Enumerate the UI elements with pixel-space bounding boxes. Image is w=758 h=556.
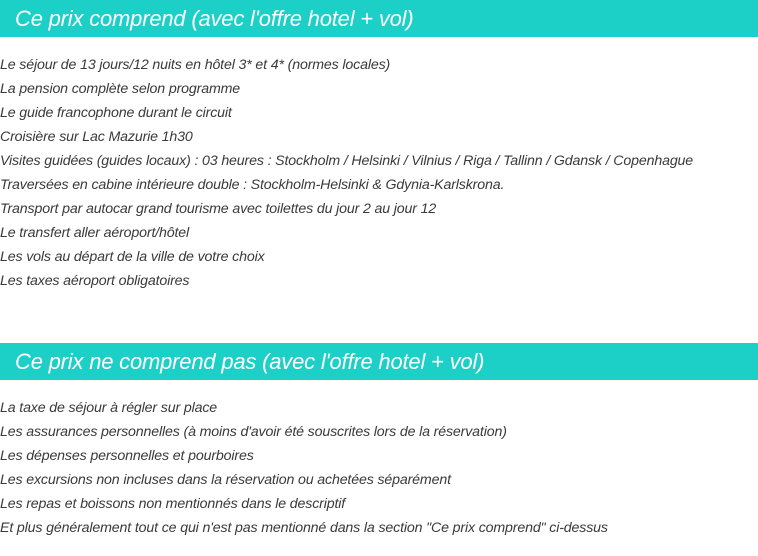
includes-list xyxy=(0,53,693,293)
includes-item: Le guide francophone durant le circuit xyxy=(0,105,232,121)
excludes-item: La taxe de séjour à régler sur place xyxy=(0,400,218,416)
includes-item: Les taxes aéroport obligatoires xyxy=(0,273,190,289)
excludes-item: Les excursions non incluses dans la réservation ou achetées séparément xyxy=(0,472,451,488)
includes-item: Transport par autocar grand tourisme avec toilettes du jour 2 au jour 12 xyxy=(0,201,437,217)
excludes-section-title: Ce prix ne comprend pas (avec l'offre hotel + vol) xyxy=(0,343,758,380)
includes-item: Visites guidées (guides locaux) : 03 heures : Stockholm / Helsinki / Vilnius / Riga / Tallinn / Gdansk / Copenhague xyxy=(0,153,694,169)
excludes-item: Les repas et boissons non mentionnés dans le descriptif xyxy=(0,496,346,512)
includes-item: Traversées en cabine intérieure double : Stockholm-Helsinki & Gdynia-Karlskrona. xyxy=(0,177,505,193)
excludes-item: Et plus généralement tout ce qui n'est pas mentionné dans la section "Ce prix comprend" ci-dessus xyxy=(0,520,608,536)
includes-section-title: Ce prix comprend (avec l'offre hotel + vol) xyxy=(0,0,758,37)
includes-item: Croisière sur Lac Mazurie 1h30 xyxy=(0,129,193,145)
includes-item: Le transfert aller aéroport/hôtel xyxy=(0,225,190,241)
excludes-item: Les assurances personnelles (à moins d'avoir été souscrites lors de la réservation) xyxy=(0,424,507,440)
includes-item: Le séjour de 13 jours/12 nuits en hôtel 3* et 4* (normes locales) xyxy=(0,57,391,73)
includes-item: Les vols au départ de la ville de votre choix xyxy=(0,249,265,265)
excludes-list xyxy=(0,396,608,540)
includes-item: La pension complète selon programme xyxy=(0,81,241,97)
excludes-item: Les dépenses personnelles et pourboires xyxy=(0,448,254,464)
